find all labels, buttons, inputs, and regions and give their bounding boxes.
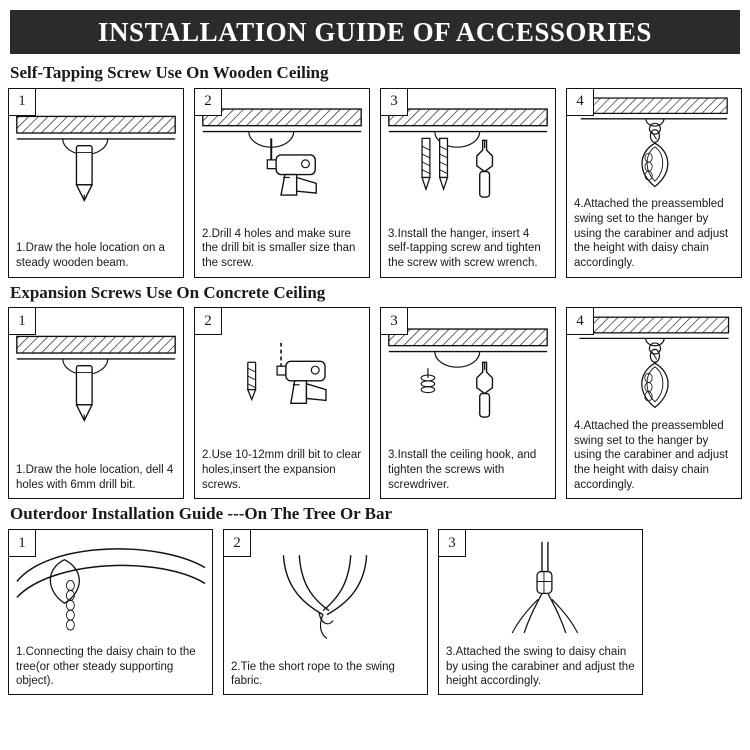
section-title: Self-Tapping Screw Use On Wooden Ceiling	[10, 63, 329, 82]
step-number-badge: 2	[224, 530, 251, 557]
hatched-ceiling-beam-icon	[579, 318, 728, 339]
pencil-icon	[76, 145, 92, 200]
ceiling-hanger-icon	[646, 339, 664, 355]
step-card-row	[8, 307, 742, 499]
daisy-chain-icon	[542, 542, 548, 572]
step-card	[566, 88, 742, 278]
step-number-badge: 2	[195, 308, 222, 335]
step-caption: 3.Attached the swing to daisy chain by using the carabiner and adjust the height accordingly.	[446, 645, 635, 688]
step-card	[8, 88, 184, 278]
step-caption: 2.Tie the short rope to the swing fabric.	[231, 660, 395, 688]
wrench-icon	[477, 363, 493, 418]
hatched-ceiling-beam-icon	[389, 109, 547, 147]
daisy-chain-icon	[642, 143, 668, 186]
swing-rope-icon	[321, 615, 327, 639]
step-caption: 2.Drill 4 holes and make sure the drill bit is smaller size than the screw.	[202, 227, 356, 269]
step-caption: 4.Attached the preassembled swing set to the hanger by using the carabiner and adjust the height with daisy chain accordingly.	[574, 419, 729, 491]
step-caption: 1.Draw the hole location, dell 4 holes with 6mm drill bit.	[16, 463, 174, 491]
step-card	[194, 307, 370, 499]
daisy-chain-icon	[642, 364, 668, 408]
step-illustration	[9, 530, 212, 645]
step-caption: 2.Use 10-12mm drill bit to clear holes,insert the expansion screws.	[202, 449, 362, 491]
step-caption: 3.Install the ceiling hook, and tighten the screws with screwdriver.	[388, 449, 537, 491]
section-title: Outerdoor Installation Guide ---On The Tree Or Bar	[10, 504, 393, 524]
step-card	[380, 307, 556, 499]
wrench-icon	[477, 140, 493, 197]
step-card	[566, 307, 742, 499]
step-card	[380, 88, 556, 278]
step-card	[8, 529, 213, 695]
page-title: INSTALLATION GUIDE OF ACCESSORIES	[98, 16, 652, 47]
step-number-badge: 3	[439, 530, 466, 557]
swing-rope-icon	[512, 593, 577, 633]
step-card	[223, 529, 428, 695]
step-number-badge: 1	[9, 530, 36, 557]
pencil-icon	[76, 366, 92, 421]
step-caption: 4.Attached the preassembled swing set to the hanger by using the carabiner and adjust the height with daisy chain accordingly.	[574, 198, 729, 269]
carabiner-icon	[650, 129, 659, 142]
step-caption: 3.Install the hanger, insert 4 self-tapping screw and tighten the screw with screw wrench.	[388, 227, 541, 269]
drill-bit-icon	[248, 363, 256, 400]
section-outdoor-install	[8, 505, 742, 695]
step-card-row	[8, 529, 742, 695]
step-illustration	[439, 530, 642, 645]
carabiner-icon	[537, 572, 552, 594]
step-number-badge: 1	[9, 89, 36, 116]
step-number-badge: 2	[195, 89, 222, 116]
ceiling-hanger-icon	[646, 118, 664, 133]
step-caption: 1.Draw the hole location on a steady wooden beam.	[16, 242, 165, 269]
swing-fabric-icon	[283, 555, 366, 624]
hatched-ceiling-beam-icon	[203, 109, 361, 147]
section-wooden-ceiling	[8, 64, 742, 278]
hatched-ceiling-beam-icon	[581, 98, 727, 119]
hatched-ceiling-beam-icon	[17, 116, 175, 154]
hatched-ceiling-beam-icon	[17, 337, 175, 375]
step-card-row	[8, 88, 742, 278]
step-number-badge: 1	[9, 308, 36, 335]
screws-icon	[422, 138, 447, 189]
step-number-badge: 3	[381, 308, 408, 335]
step-number-badge: 3	[381, 89, 408, 116]
step-card	[194, 88, 370, 278]
power-drill-icon	[277, 343, 326, 404]
step-illustration	[224, 530, 427, 660]
step-number-badge: 4	[567, 308, 594, 335]
page-title-banner	[10, 10, 740, 54]
tree-branch-icon	[17, 549, 205, 597]
step-card	[438, 529, 643, 695]
step-number-badge: 4	[567, 89, 594, 116]
section-title: Expansion Screws Use On Concrete Ceiling	[10, 282, 326, 302]
section-concrete-ceiling	[8, 284, 742, 500]
expansion-screw-icon	[421, 369, 435, 393]
step-caption: 1.Connecting the daisy chain to the tree(or other steady supporting object).	[16, 645, 196, 688]
carabiner-icon	[650, 350, 659, 363]
hatched-ceiling-beam-icon	[389, 329, 547, 367]
step-card	[8, 307, 184, 499]
